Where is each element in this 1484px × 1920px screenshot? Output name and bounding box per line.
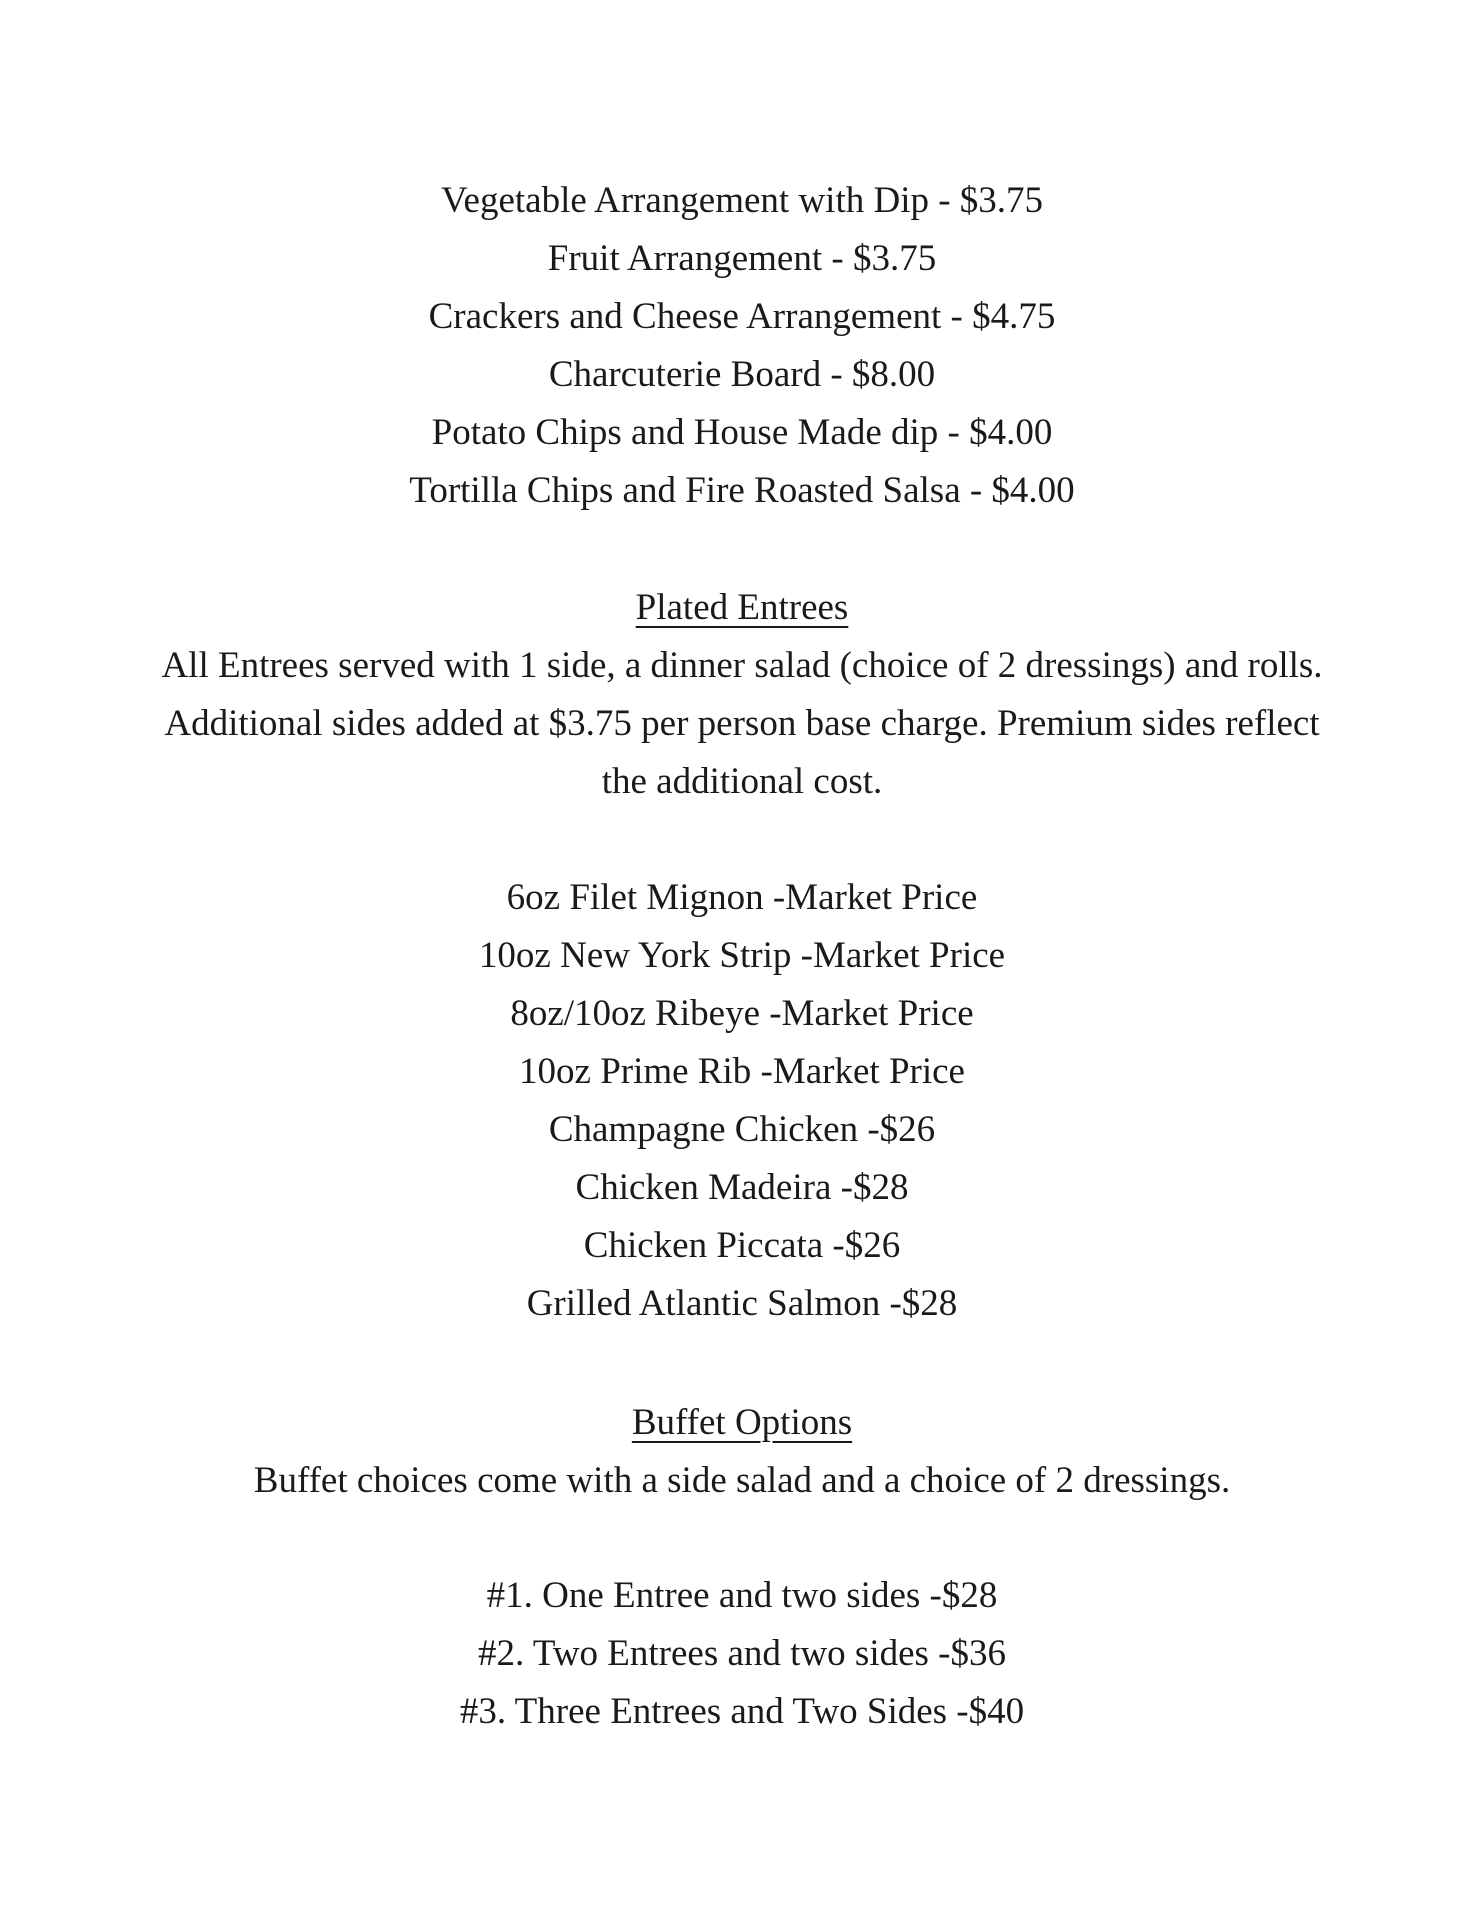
appetizer-item: Vegetable Arrangement with Dip - $3.75 [440,180,1044,221]
entree-item: Chicken Madeira -$28 [575,1167,909,1208]
plated-description-line: Additional sides added at $3.75 per person base charge. Premium sides reflect [164,703,1320,744]
buffet-description-line: Buffet choices come with a side salad and a choice of 2 dressings. [253,1460,1231,1501]
buffet-option-item: #3. Three Entrees and Two Sides -$40 [459,1691,1025,1732]
buffet-options-description [0,1452,1484,1510]
buffet-options-heading: Buffet Options [631,1402,853,1443]
plated-entrees-section-header [0,579,1484,637]
appetizer-item: Crackers and Cheese Arrangement - $4.75 [428,296,1056,337]
appetizer-item: Fruit Arrangement - $3.75 [547,238,937,279]
buffet-option-item: #2. Two Entrees and two sides -$36 [477,1633,1006,1674]
buffet-options-section-header [0,1394,1484,1452]
entree-item: 6oz Filet Mignon -Market Price [506,877,978,918]
plated-entrees-description [0,637,1484,811]
appetizer-item: Charcuterie Board - $8.00 [548,354,936,395]
plated-description-line: the additional cost. [601,761,883,802]
buffet-option-item: #1. One Entree and two sides -$28 [486,1575,998,1616]
plated-description-line: All Entrees served with 1 side, a dinner salad (choice of 2 dressings) and rolls. [161,645,1323,686]
appetizer-list [0,172,1484,520]
entree-item: Chicken Piccata -$26 [583,1225,901,1266]
appetizer-item: Tortilla Chips and Fire Roasted Salsa - $4.00 [409,470,1075,511]
plated-entrees-heading: Plated Entrees [635,587,849,628]
buffet-option-list [0,1567,1484,1741]
entree-item: 10oz Prime Rib -Market Price [519,1051,965,1092]
entree-item: 10oz New York Strip -Market Price [478,935,1006,976]
entree-item: 8oz/10oz Ribeye -Market Price [510,993,974,1034]
entree-item: Grilled Atlantic Salmon -$28 [526,1283,958,1324]
entree-item: Champagne Chicken -$26 [548,1109,936,1150]
plated-entree-list [0,869,1484,1333]
appetizer-item: Potato Chips and House Made dip - $4.00 [431,412,1053,453]
